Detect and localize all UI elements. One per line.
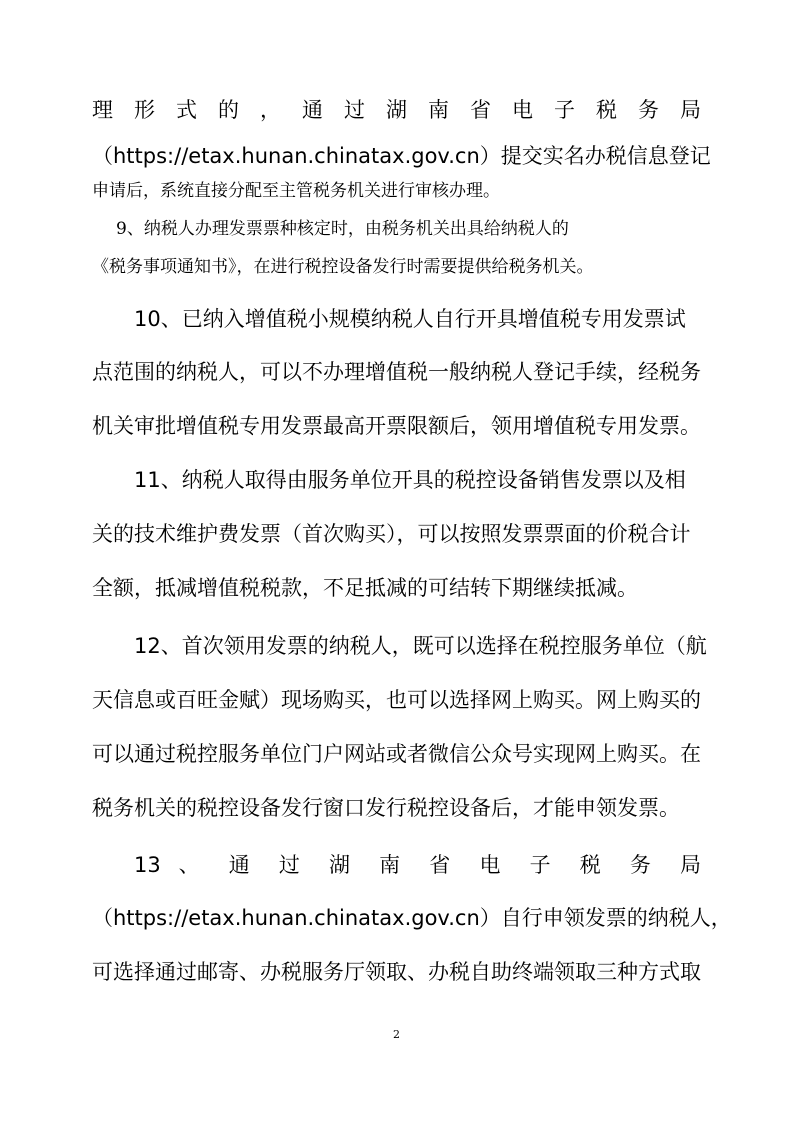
text-line: 9、纳税人办理发票票种核定时，由税务机关出具给纳税人的 [116, 219, 569, 239]
text-line: 关的技术维护费发票（首次购买），可以按照发票票面的价税合计 [92, 522, 691, 546]
text-line: 10、已纳入增值税小规模纳税人自行开具增值税专用发票试 [134, 307, 686, 331]
text-line: 《税务事项通知书》，在进行税控设备发行时需要提供给税务机关。 [92, 257, 594, 277]
text-line: （https://etax.hunan.chinatax.gov.cn）提交实名办税信息登记 [92, 144, 711, 168]
page-number: 2 [393, 1028, 400, 1041]
text-line: 申请后，系统直接分配至主管税务机关进行审核办理。 [92, 181, 500, 201]
text-line: 12、首次领用发票的纳税人，既可以选择在税控服务单位（航 [134, 634, 707, 658]
text-line: 全额，抵减增值税税款，不足抵减的可结转下期继续抵减。 [92, 576, 638, 600]
text-line: 13 、 通 过 湖 南 省 电 子 税 务 局 [134, 853, 701, 877]
text-line: 11、纳税人取得由服务单位开具的税控设备销售发票以及相 [134, 468, 686, 492]
text-line: 可以通过税控服务单位门户网站或者微信公众号实现网上购买。在 [92, 742, 701, 766]
text-line: 天信息或百旺金赋）现场购买，也可以选择网上购买。网上购买的 [92, 688, 701, 712]
text-line: 机关审批增值税专用发票最高开票限额后，领用增值税专用发票。 [92, 414, 701, 438]
text-line: 点范围的纳税人，可以不办理增值税一般纳税人登记手续，经税务 [92, 360, 701, 384]
text-line: （https://etax.hunan.chinatax.gov.cn）自行申领发票的纳税人， [92, 906, 732, 930]
text-line: 税务机关的税控设备发行窗口发行税控设备后，才能申领发票。 [92, 796, 680, 820]
text-line: 可选择通过邮寄、办税服务厅领取、办税自助终端领取三种方式取 [92, 960, 701, 984]
text-line: 理 形 式 的 ， 通 过 湖 南 省 电 子 税 务 局 [92, 98, 701, 122]
